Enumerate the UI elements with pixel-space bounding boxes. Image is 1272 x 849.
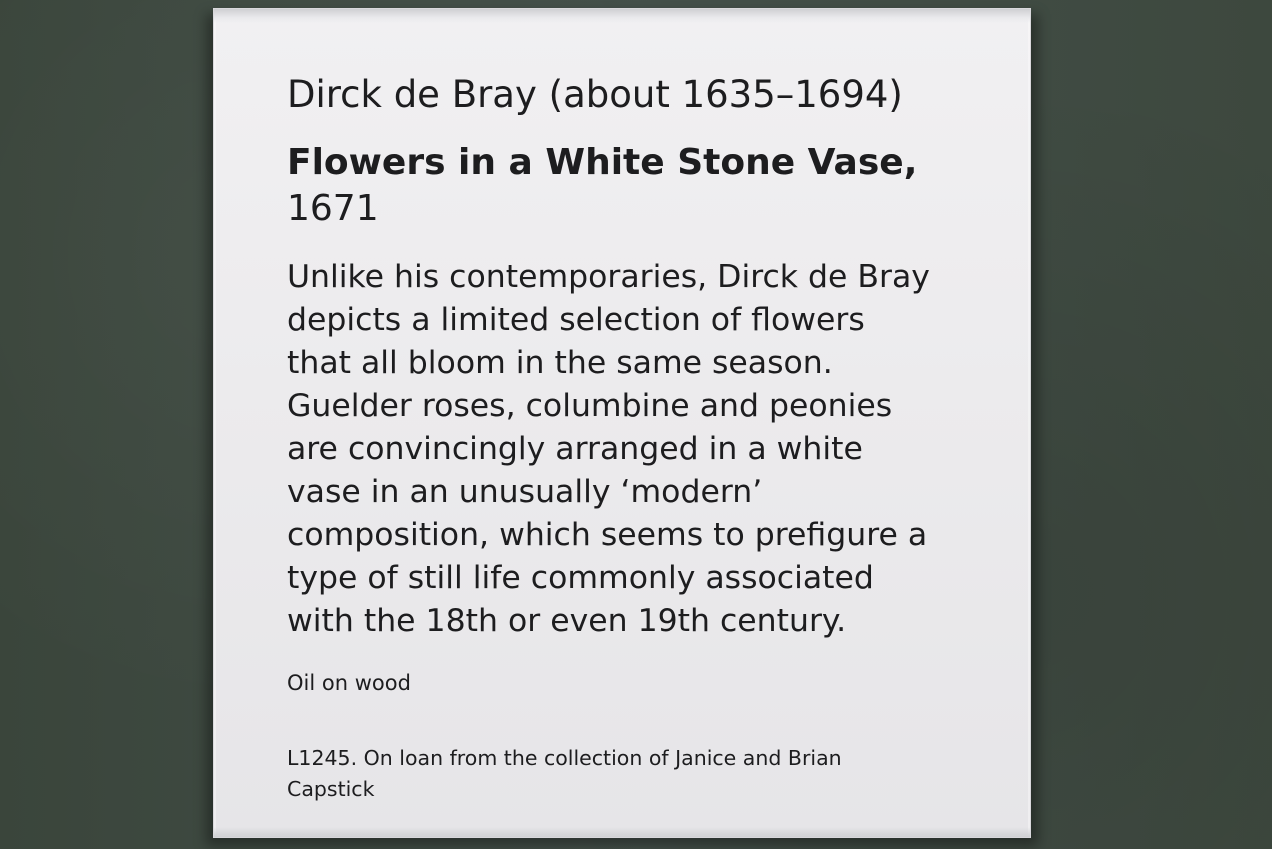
artwork-medium: Oil on wood	[287, 671, 411, 695]
museum-label-card	[213, 8, 1031, 838]
acrylic-holder-bottom-edge	[214, 827, 1030, 837]
loan-credit-line: L1245. On loan from the collection of Janice and Brian Capstick	[287, 746, 842, 801]
artist-name: Dirck de Bray (about 1635–1694)	[287, 73, 903, 116]
artwork-date: 1671	[287, 188, 379, 229]
acrylic-holder-top-edge	[214, 9, 1030, 23]
artwork-description: Unlike his contemporaries, Dirck de Bray depicts a limited selection of flowers that all bloom in the same season. Guelder roses, columbine and peonies are convincingly arranged in a white vase in an unusually ‘modern’ composition, which seems to prefigure a type of still life commonly associated with the 18th or even 19th century.	[287, 259, 930, 639]
artwork-title: Flowers in a White Stone Vase,	[287, 142, 918, 183]
